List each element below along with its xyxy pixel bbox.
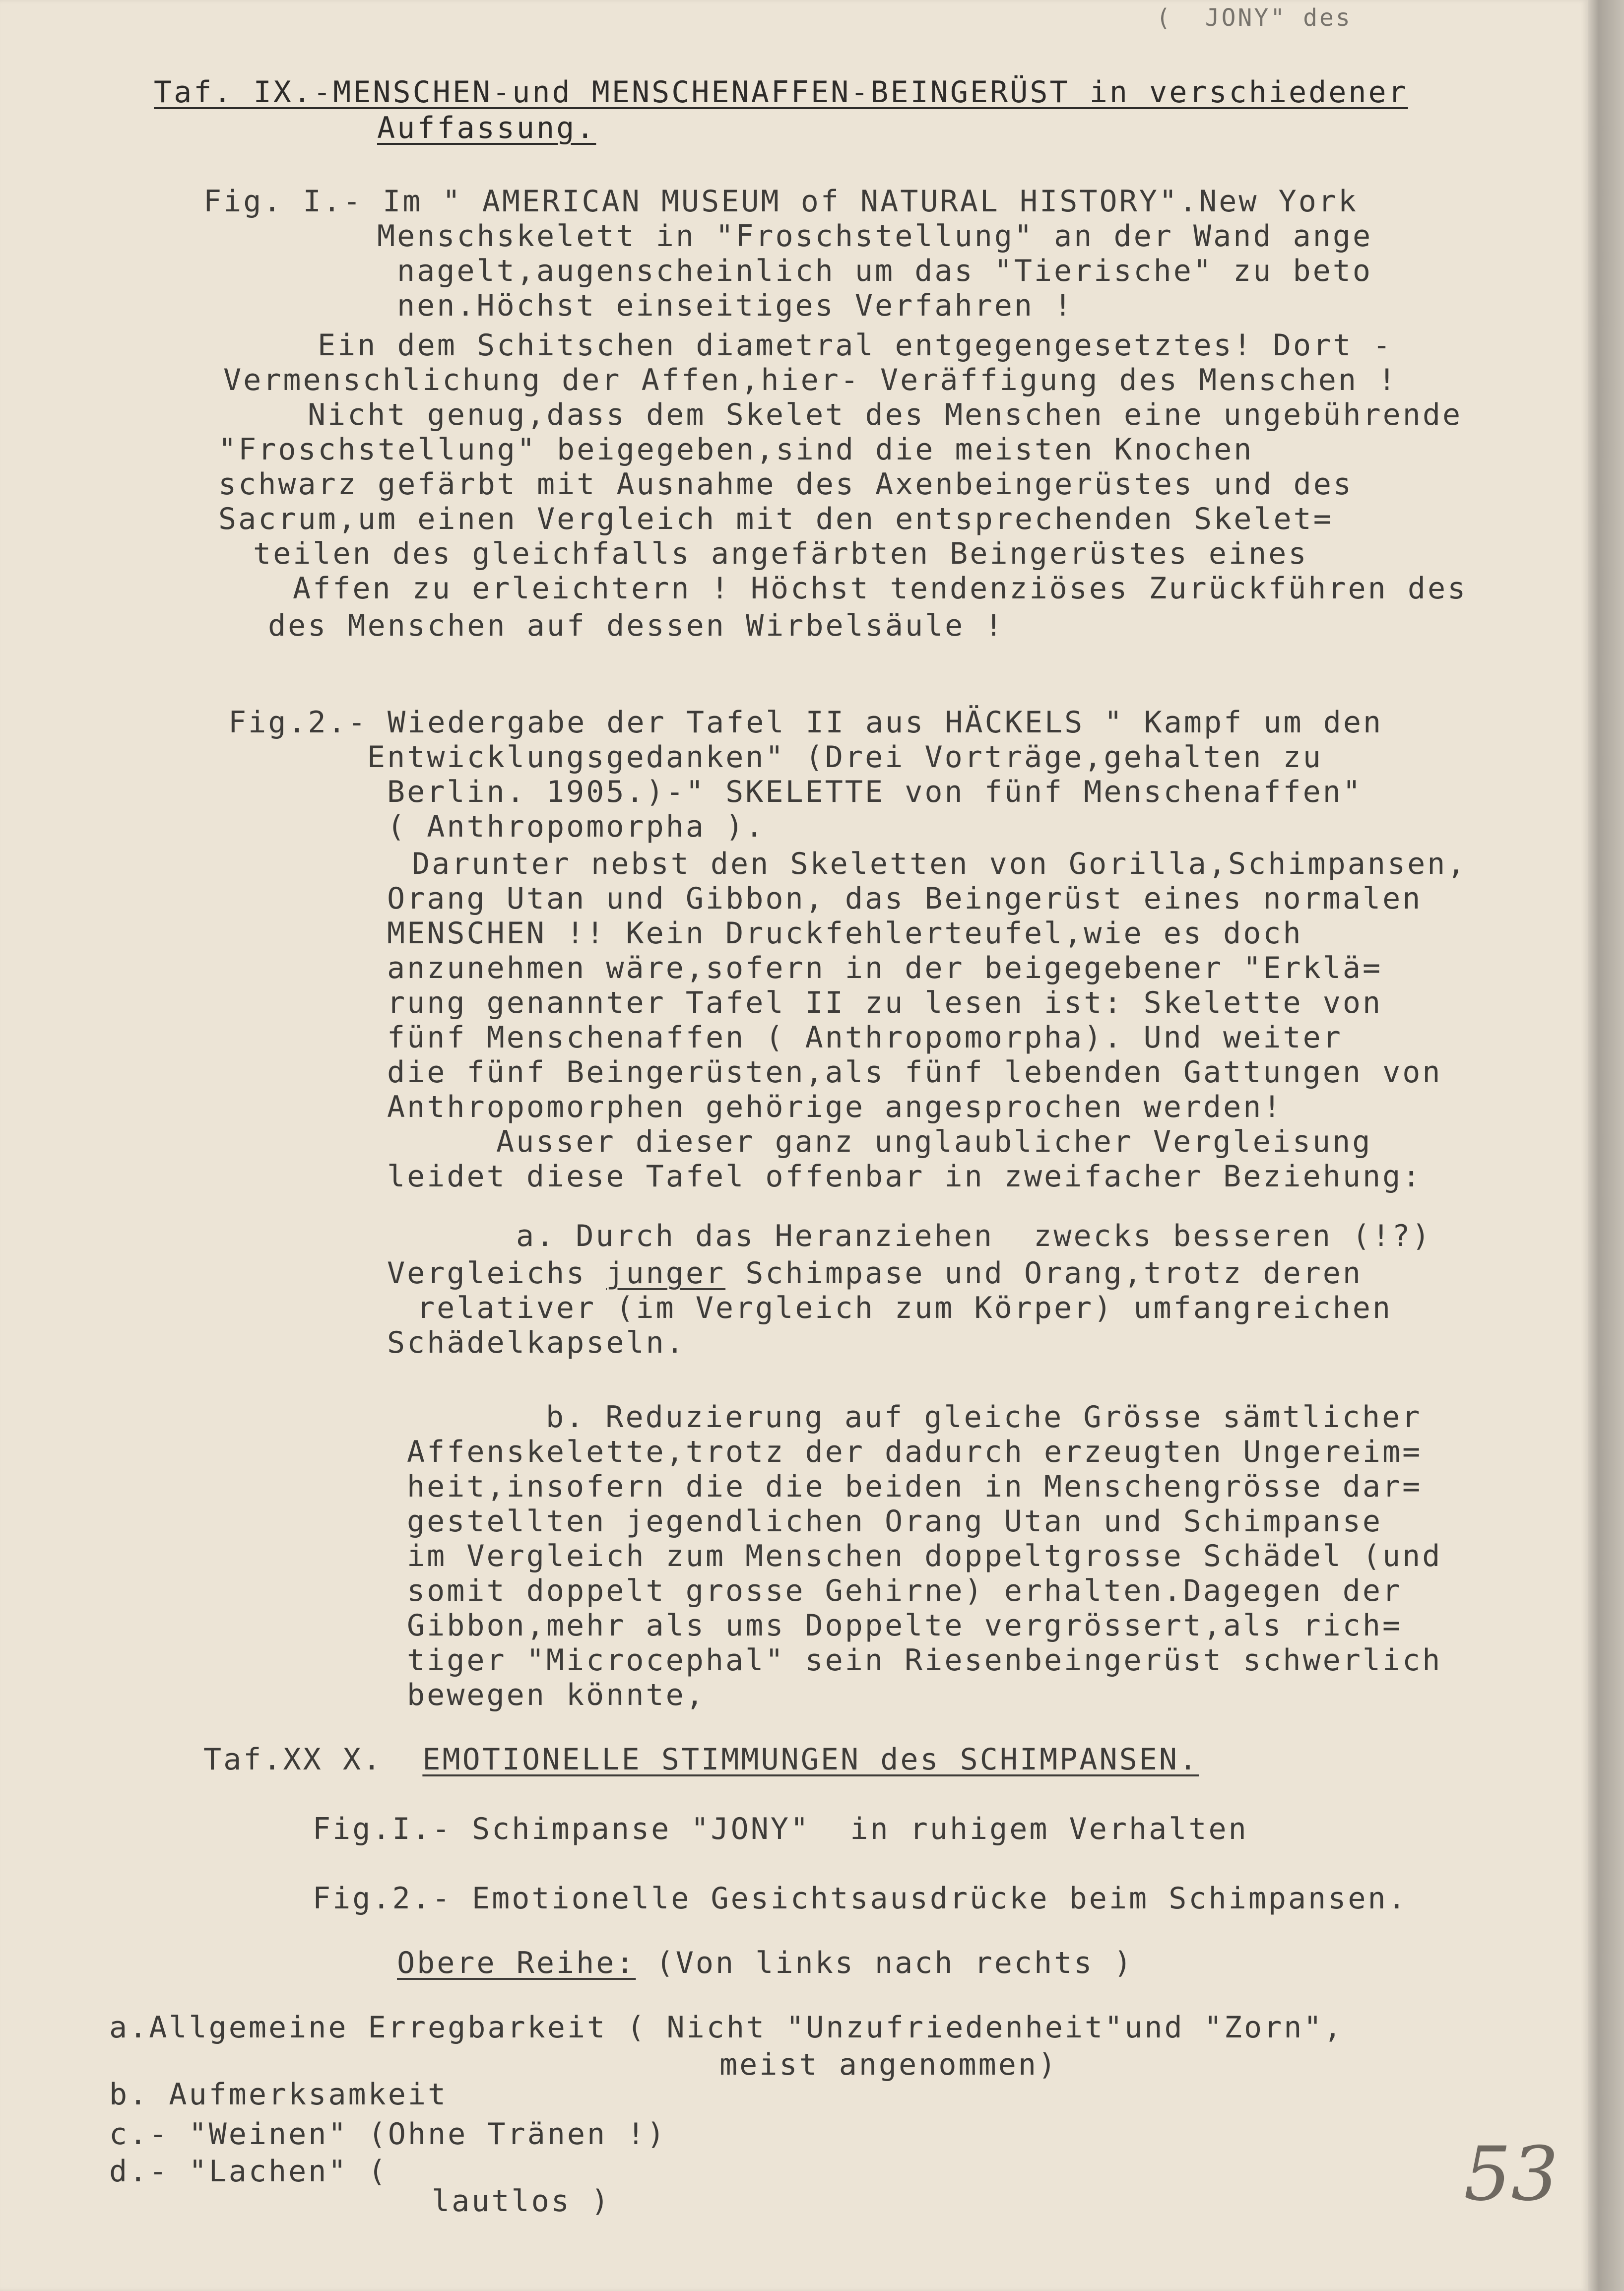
- text-line: Fig.I.- Schimpanse "JONY" in ruhigem Verhalten: [313, 1812, 1248, 1846]
- text-line: Taf.XX X. EMOTIONELLE STIMMUNGEN des SCHIMPANSEN.: [203, 1742, 1199, 1777]
- text-line: Berlin. 1905.)-" SKELETTE von fünf Menschenaffen": [387, 775, 1363, 809]
- text-line: Auffassung.: [377, 111, 596, 145]
- text-line: a. Durch das Heranziehen zwecks besseren (!?): [516, 1219, 1432, 1253]
- text-line: tiger "Microcephal" sein Riesenbeingerüst schwerlich: [407, 1643, 1442, 1678]
- text-line: des Menschen auf dessen Wirbelsäule !: [268, 608, 1005, 643]
- text-line: meist angenommen): [719, 2047, 1058, 2082]
- text-line: fünf Menschenaffen ( Anthropomorpha). Und weiter: [387, 1020, 1343, 1055]
- top-fragment: ( JONY" des: [1156, 4, 1352, 32]
- text-line: Darunter nebst den Skeletten von Gorilla,Schimpansen,: [412, 847, 1467, 881]
- text-line: teilen des gleichfalls angefärbten Beingerüstes eines: [253, 536, 1308, 571]
- text-line: Vergleichs junger Schimpase und Orang,trotz deren: [387, 1256, 1363, 1291]
- text-line: Nicht genug,dass dem Skelet des Menschen eine ungebührende: [308, 397, 1463, 432]
- text-line: Sacrum,um einen Vergleich mit den entsprechenden Skelet=: [218, 502, 1333, 536]
- text-line: c.- "Weinen" (Ohne Tränen !): [109, 2117, 667, 2152]
- text-line: Vermenschlichung der Affen,hier- Veräffigung des Menschen !: [223, 363, 1398, 397]
- text-line: MENSCHEN !! Kein Druckfehlerteufel,wie es doch: [387, 916, 1303, 951]
- text-line: rung genannter Tafel II zu lesen ist: Skelette von: [387, 985, 1383, 1020]
- text-line: nagelt,augenscheinlich um das "Tierische" zu beto: [397, 254, 1373, 288]
- text-line: Taf. IX.-MENSCHEN-und MENSCHENAFFEN-BEINGERÜST in verschiedener: [154, 75, 1408, 110]
- text-line: b. Reduzierung auf gleiche Grösse sämtlicher: [546, 1400, 1422, 1435]
- text-line: Affenskelette,trotz der dadurch erzeugten Ungereim=: [407, 1435, 1423, 1469]
- text-line: Fig.2.- Emotionelle Gesichtsausdrücke beim Schimpansen.: [313, 1881, 1408, 1916]
- text-line: d.- "Lachen" (: [109, 2154, 388, 2189]
- text-line: Ein dem Schitschen diametral entgegengesetztes! Dort -: [318, 328, 1393, 363]
- text-line: heit,insofern die die beiden in Menschengrösse dar=: [407, 1469, 1423, 1504]
- text-line: Affen zu erleichtern ! Höchst tendenziöses Zurückführen des: [293, 571, 1468, 606]
- text-line: Obere Reihe: (Von links nach rechts ): [397, 1946, 1134, 1980]
- text-line: "Froschstellung" beigegeben,sind die meisten Knochen: [218, 432, 1254, 467]
- text-line: im Vergleich zum Menschen doppeltgrosse Schädel (und: [407, 1539, 1442, 1573]
- text-line: a.Allgemeine Erregbarkeit ( Nicht "Unzufriedenheit"und "Zorn",: [109, 2010, 1344, 2045]
- text-line: schwarz gefärbt mit Ausnahme des Axenbeingerüstes und des: [218, 467, 1354, 502]
- text-line: Fig. I.- Im " AMERICAN MUSEUM of NATURAL HISTORY".New York: [203, 184, 1359, 219]
- text-line: anzunehmen wäre,sofern in der beigegebener "Erklä=: [387, 951, 1383, 985]
- text-line: Ausser dieser ganz unglaublicher Vergleisung: [496, 1124, 1372, 1159]
- text-line: Anthropomorphen gehörige angesprochen werden!: [387, 1090, 1283, 1124]
- text-line: nen.Höchst einseitiges Verfahren !: [397, 288, 1074, 323]
- text-line: gestellten jegendlichen Orang Utan und Schimpanse: [407, 1504, 1383, 1539]
- text-line: Fig.2.- Wiedergabe der Tafel II aus HÄCKELS " Kampf um den: [228, 705, 1383, 740]
- text-line: relativer (im Vergleich zum Körper) umfangreichen: [417, 1291, 1393, 1325]
- text-line: Schädelkapseln.: [387, 1325, 686, 1360]
- text-line: b. Aufmerksamkeit: [109, 2077, 448, 2112]
- text-line: Gibbon,mehr als ums Doppelte vergrössert,als rich=: [407, 1608, 1403, 1643]
- page-number: 53: [1464, 2131, 1559, 2218]
- text-line: die fünf Beingerüsten,als fünf lebenden Gattungen von: [387, 1055, 1442, 1090]
- text-line: bewegen könnte,: [407, 1678, 706, 1712]
- text-line: Entwicklungsgedanken" (Drei Vorträge,gehalten zu: [367, 740, 1323, 775]
- text-line: Orang Utan und Gibbon, das Beingerüst eines normalen: [387, 881, 1423, 916]
- text-line: ( Anthropomorpha ).: [387, 809, 766, 844]
- text-line: leidet diese Tafel offenbar in zweifacher Beziehung:: [387, 1159, 1423, 1194]
- page-edge: [1588, 0, 1624, 2291]
- text-line: lautlos ): [432, 2184, 611, 2219]
- text-line: Menschskelett in "Froschstellung" an der Wand ange: [377, 219, 1373, 254]
- text-line: somit doppelt grosse Gehirne) erhalten.Dagegen der: [407, 1573, 1403, 1608]
